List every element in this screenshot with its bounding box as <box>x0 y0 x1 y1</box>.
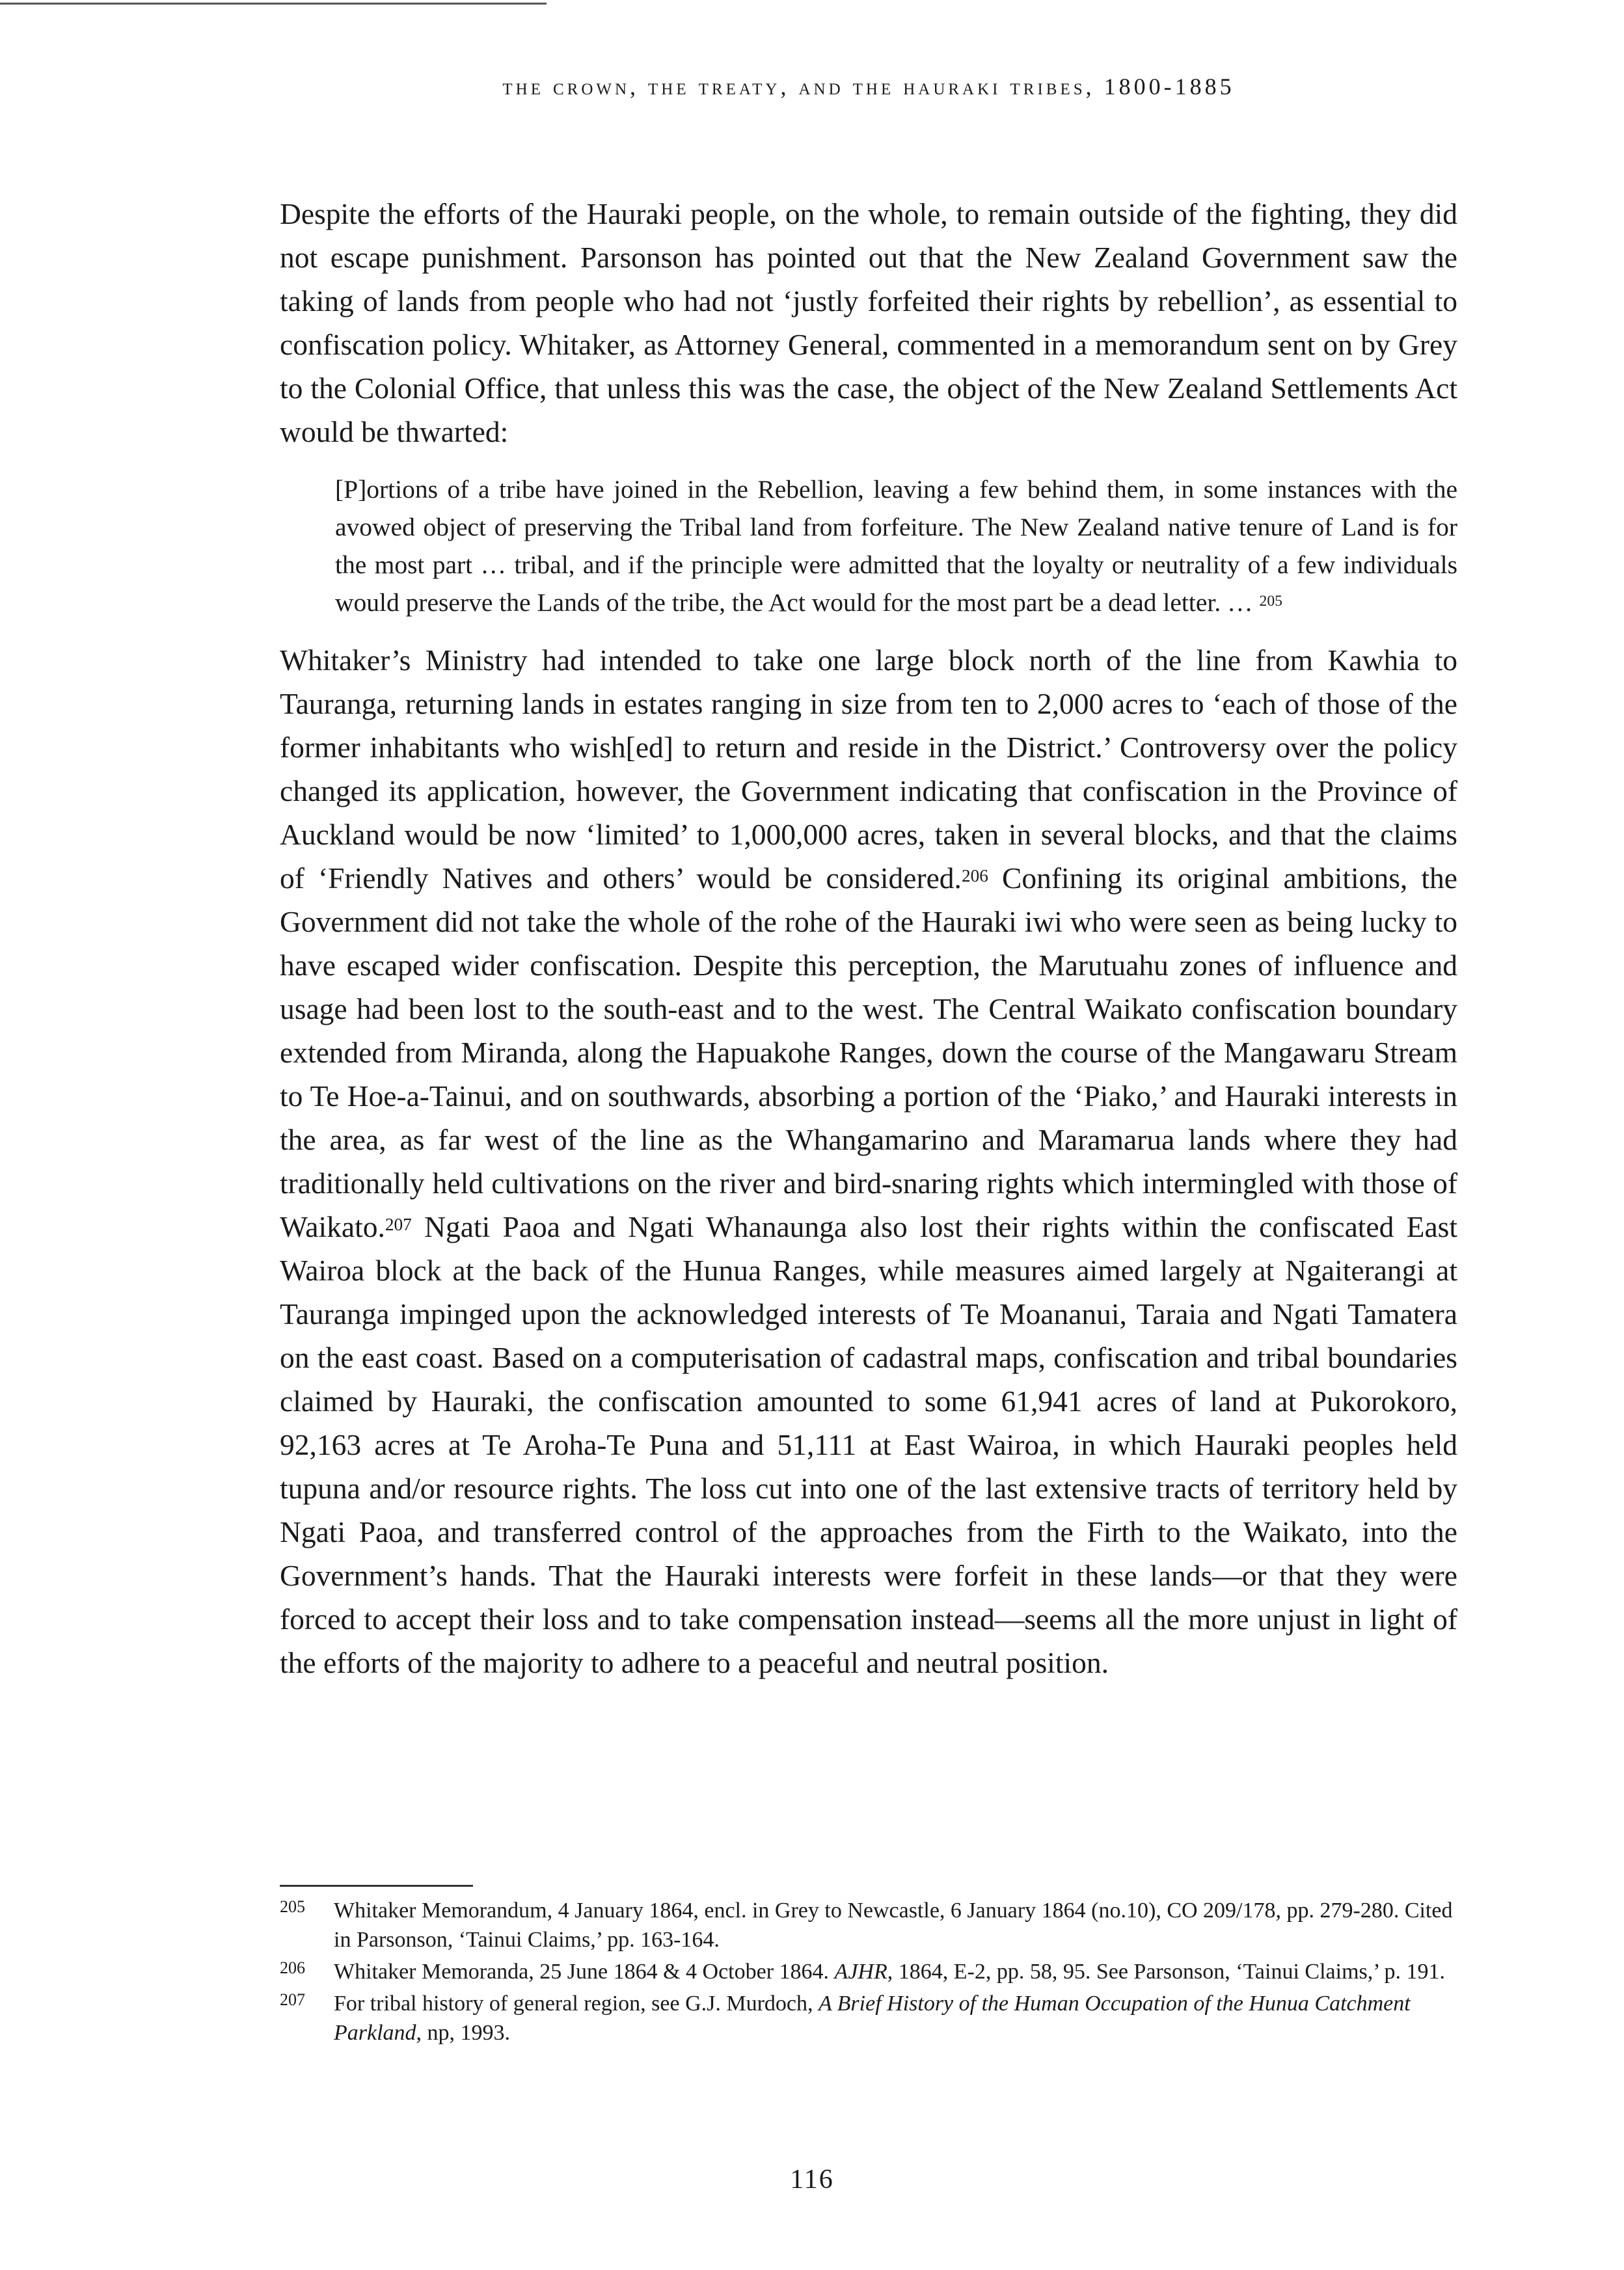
footnote-italic-title: AJHR <box>834 1960 887 1984</box>
footnote-text <box>334 1957 1457 1986</box>
block-quote <box>335 470 1457 621</box>
paragraph-1-text: Despite the efforts of the Hauraki people, on the whole, to remain outside of the fighting, they did not escape punishment. Parsonson has pointed out that the New Zealand Government saw the taking of lands from people who had not ‘justly forfeited their rights by rebellion’, as essential to confiscation policy. Whitaker, as Attorney General, commented in a memorandum sent on by Grey to the Colonial Office, that unless this was the case, the object of the New Zealand Settlements Act would be thwarted: <box>280 197 1457 448</box>
top-edge-rule <box>0 3 547 5</box>
footnotes <box>280 1896 1457 2050</box>
footnote-207 <box>280 1989 1457 2047</box>
footnote-text-start: Whitaker Memoranda, 25 June 1864 & 4 October 1864. <box>334 1960 835 1984</box>
paragraph-2-part-1: Whitaker’s Ministry had intended to take one large block north of the line from Kawhia to Tauranga, returning lands in estates ranging in size from ten to 2,000 acres to ‘each of those of the former inhabitants who wish[ed] to return and reside in the District.’ Controversy over the policy changed its application, however, the Government indicating that confiscation in the Province of Auckland would be now ‘limited’ to 1,000,000 acres, taken in several blocks, and that the claims of ‘Friendly Natives and others’ would be considered. <box>280 643 1457 895</box>
main-text <box>280 192 1457 1684</box>
footnote-rule <box>280 1885 473 1887</box>
footnote-number: 206 <box>280 1958 305 1977</box>
footnote-number: 205 <box>280 1897 305 1916</box>
footnote-text-start: For tribal history of general region, see G.J. Murdoch, <box>334 1992 819 2016</box>
footnote-number: 207 <box>280 1990 305 2009</box>
footnote-205 <box>280 1896 1457 1954</box>
paragraph-2-part-3: Ngati Paoa and Ngati Whanaunga also lost their rights within the confiscated East Wairoa block at the back of the Hunua Ranges, while measures aimed largely at Ngaiterangi at Tauranga impinged upon the acknowledged interests of Te Moananui, Taraia and Ngati Tamatera on the east coast. Based on a computerisation of cadastral maps, confiscation and tribal boundaries claimed by Hauraki, the confiscation amounted to some 61,941 acres of land at Pukorokoro, 92,163 acres at Te Aroha-Te Puna and 51,111 at East Wairoa, in which Hauraki peoples held tupuna and/or resource rights. The loss cut into one of the last extensive tracts of territory held by Ngati Paoa, and transferred control of the approaches from the Firth to the Waikato, into the Government’s hands. That the Hauraki interests were forfeit in these lands—or that they were forced to accept their loss and to take compensation instead—seems all the more unjust in light of the efforts of the majority to adhere to a peaceful and neutral position. <box>280 1210 1457 1679</box>
footnote-text-end: , 1864, E-2, pp. 58, 95. See Parsonson, ‘Tainui Claims,’ p. 191. <box>887 1960 1446 1984</box>
page-number: 116 <box>790 2165 834 2195</box>
footnote-206 <box>280 1957 1457 1986</box>
footnote-ref-205[interactable]: 205 <box>1259 592 1283 610</box>
block-quote-text: [P]ortions of a tribe have joined in the Rebellion, leaving a few behind them, in some instances with the avowed object of preserving the Tribal land from forfeiture. The New Zealand native tenure of Land is for the most part … tribal, and if the principle were admitted that the loyalty or neutrality of a few individuals would preserve the Lands of the tribe, the Act would for the most part be a dead letter. … <box>335 475 1457 617</box>
footnote-italic-title: A Brief History of the Human Occupation of the Hunua Catchment Parkland <box>334 1992 1411 2045</box>
running-head: the crown, the treaty, and the hauraki tribes, 1800-1885 <box>502 74 1235 100</box>
footnote-ref-206[interactable]: 206 <box>961 866 988 886</box>
footnote-ref-207[interactable]: 207 <box>385 1215 412 1235</box>
footnote-text <box>334 1989 1457 2047</box>
paragraph-2 <box>280 638 1457 1684</box>
footnote-text-end: , np, 1993. <box>416 2021 511 2045</box>
paragraph-1 <box>280 192 1457 453</box>
paragraph-2-part-2: Confining its original ambitions, the Government did not take the whole of the rohe of the Hauraki iwi who were seen as being lucky to have escaped wider confiscation. Despite this perception, the Marutuahu zones of influence and usage had been lost to the south-east and to the west. The Central Waikato confiscation boundary extended from Miranda, along the Hapuakohe Ranges, down the course of the Mangawaru Stream to Te Hoe-a-Tainui, and on southwards, absorbing a portion of the ‘Piako,’ and Hauraki interests in the area, as far west of the line as the Whangamarino and Maramarua lands where they had traditionally held cultivations on the river and bird-snaring rights which intermingled with those of Waikato. <box>280 861 1457 1243</box>
footnote-text: Whitaker Memorandum, 4 January 1864, encl. in Grey to Newcastle, 6 January 1864 (no.10), CO 209/178, pp. 279-280. Cited in Parsonson, ‘Tainui Claims,’ pp. 163-164. <box>334 1898 1453 1952</box>
